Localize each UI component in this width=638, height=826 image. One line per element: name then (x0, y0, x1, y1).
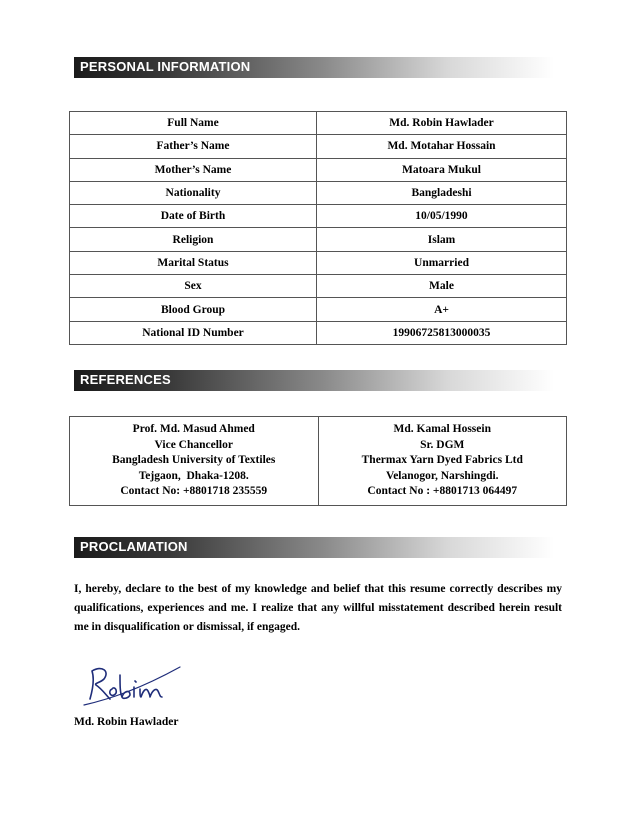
info-label: Blood Group (70, 298, 317, 321)
info-value: 10/05/1990 (317, 205, 567, 228)
info-label: Marital Status (70, 251, 317, 274)
info-row (70, 251, 567, 274)
info-row (70, 112, 567, 135)
reference-title: Sr. DGM (420, 438, 465, 451)
info-label: National ID Number (70, 321, 317, 344)
proclamation-text: I, hereby, declare to the best of my knowledge and belief that this resume correctly describes my qualifications, experiences and me. I realize that any willful misstatement described herein result me in disqualification or dismissal, if engaged. (74, 583, 562, 633)
signature-image (80, 655, 190, 711)
info-row (70, 275, 567, 298)
reference-title: Vice Chancellor (154, 438, 233, 451)
info-label: Mother’s Name (70, 158, 317, 181)
info-row (70, 228, 567, 251)
info-value: Bangladeshi (317, 181, 567, 204)
info-value: Matoara Mukul (317, 158, 567, 181)
proclamation-header (74, 537, 554, 558)
personal-info-table (69, 111, 567, 345)
reference-organization: Bangladesh University of Textiles (112, 454, 276, 467)
info-row (70, 298, 567, 321)
reference-2 (318, 417, 567, 506)
personal-information-header (74, 57, 554, 78)
info-row (70, 321, 567, 344)
info-row (70, 181, 567, 204)
info-value: Md. Motahar Hossain (317, 135, 567, 158)
info-label: Nationality (70, 181, 317, 204)
references-title: REFERENCES (80, 372, 171, 387)
info-row (70, 205, 567, 228)
proclamation-title: PROCLAMATION (80, 539, 188, 554)
reference-1 (70, 417, 319, 506)
info-label: Date of Birth (70, 205, 317, 228)
info-label: Religion (70, 228, 317, 251)
signer-name: Md. Robin Hawlader (74, 716, 179, 728)
info-label: Father’s Name (70, 135, 317, 158)
info-value: Md. Robin Hawlader (317, 112, 567, 135)
reference-address: Tejgaon, Dhaka-1208. (138, 469, 249, 482)
info-value: Islam (317, 228, 567, 251)
references-table (69, 416, 567, 506)
info-label: Full Name (70, 112, 317, 135)
info-row (70, 135, 567, 158)
info-label: Sex (70, 275, 317, 298)
personal-information-title: PERSONAL INFORMATION (80, 59, 251, 74)
info-value: 19906725813000035 (317, 321, 567, 344)
reference-contact: Contact No: +8801718 235559 (120, 485, 268, 498)
reference-address: Velanogor, Narshingdi. (385, 469, 499, 482)
references-header (74, 370, 554, 391)
reference-name: Prof. Md. Masud Ahmed (132, 423, 255, 436)
reference-organization: Thermax Yarn Dyed Fabrics Ltd (361, 454, 523, 467)
info-value: A+ (317, 298, 567, 321)
info-value: Male (317, 275, 567, 298)
reference-contact: Contact No : +8801713 064497 (367, 485, 518, 498)
info-value: Unmarried (317, 251, 567, 274)
info-row (70, 158, 567, 181)
reference-name: Md. Kamal Hossein (393, 423, 491, 436)
